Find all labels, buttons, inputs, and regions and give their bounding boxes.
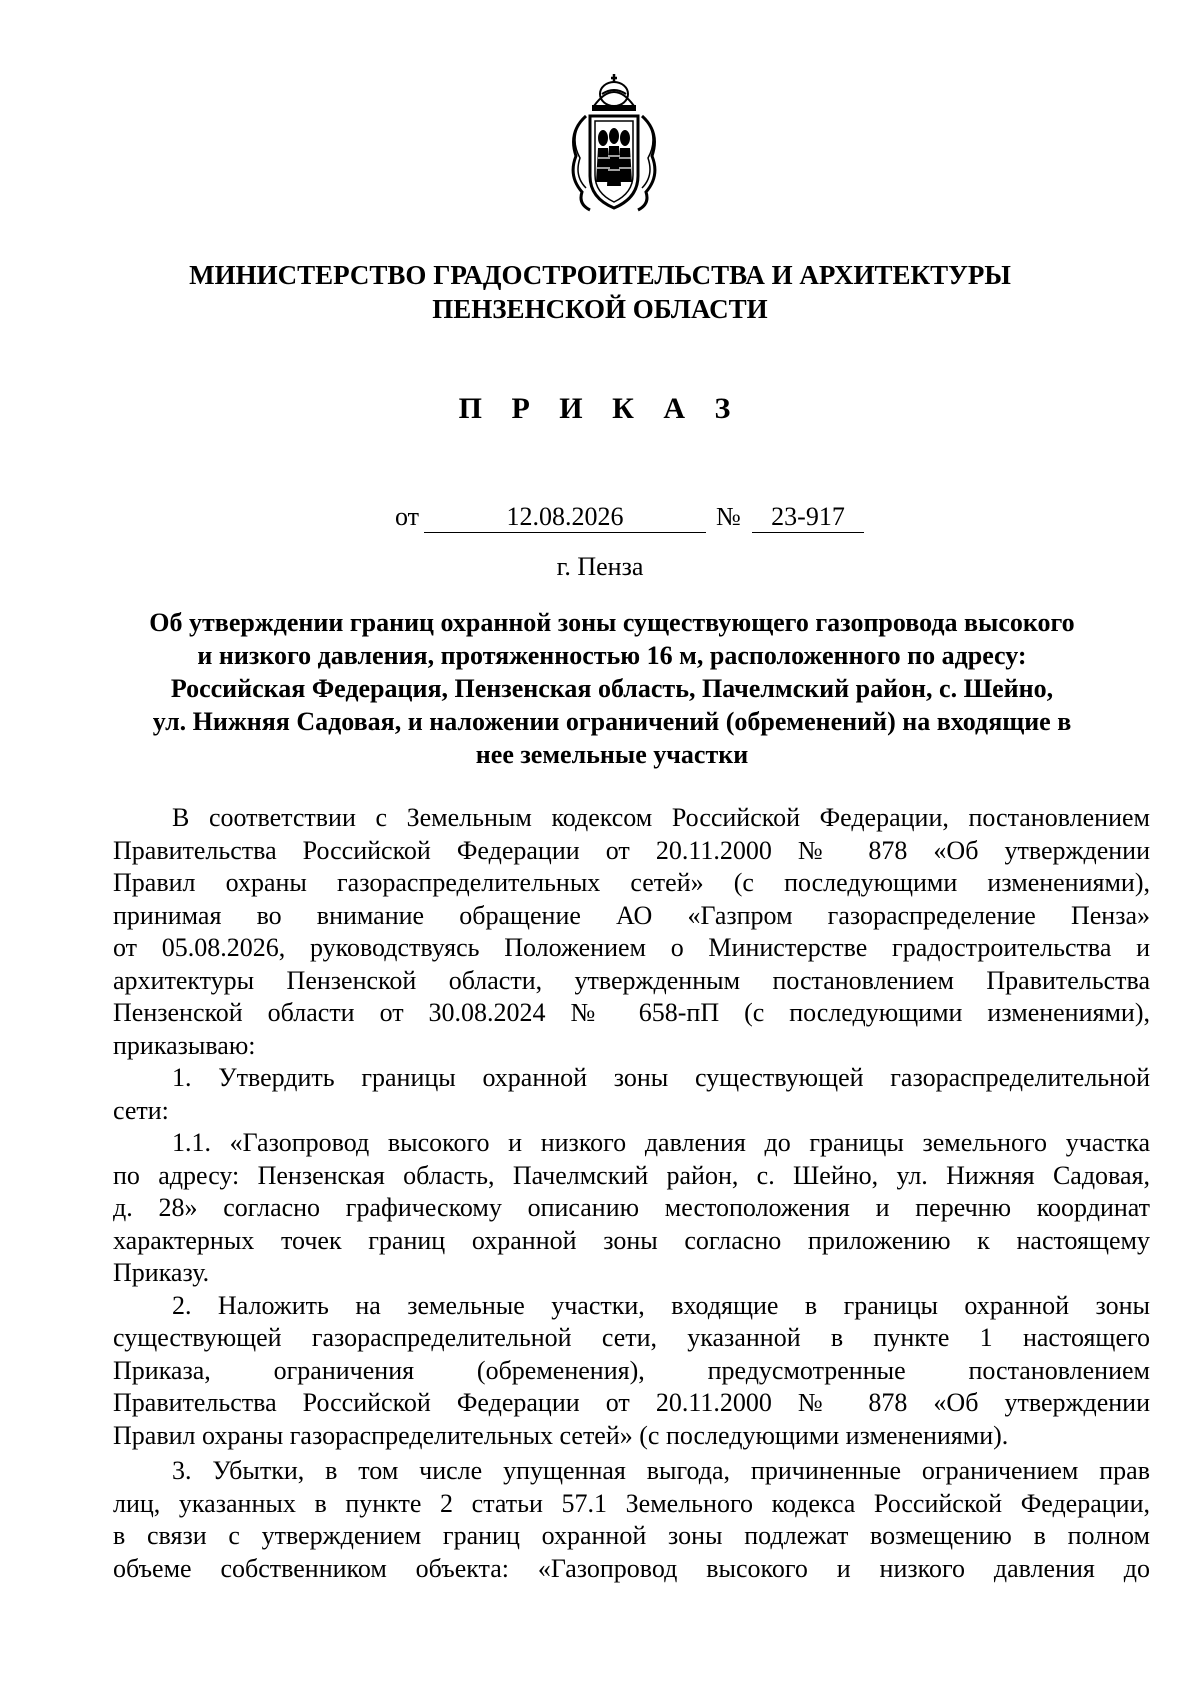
paragraph-preamble xyxy=(113,802,1150,1062)
text-line: Правительства Российской Федерации от 20.11.2000 № 878 «Об утверждении xyxy=(113,835,1150,865)
number-prefix-label: № xyxy=(716,502,741,531)
text-line: объеме собственником объекта: «Газопровод высокого и низкого давления до xyxy=(113,1553,1150,1583)
text-line: Правительства Российской Федерации от 20.11.2000 № 878 «Об утверждении xyxy=(113,1388,1150,1417)
text-line: 2. Наложить на земельные участки, входящие в границы охранной зоны xyxy=(172,1290,1150,1320)
date-prefix-label: от xyxy=(395,502,420,531)
ministry-header xyxy=(100,258,1100,326)
text-line: принимая во внимание обращение АО «Газпром газораспределение Пенза» xyxy=(113,900,1150,930)
coat-of-arms-emblem xyxy=(564,72,664,220)
city-label: г. Пенза xyxy=(556,552,644,581)
subject-line: и низкого давления, протяженностью 16 м, расположенного по адресу: xyxy=(197,641,1027,670)
subject-line: Об утверждении границ охранной зоны существующего газопровода высокого xyxy=(149,608,1075,637)
text-line: от 05.08.2026, руководствуясь Положением о Министерстве градостроительства и xyxy=(113,933,1150,962)
paragraph-item-1-1 xyxy=(113,1127,1150,1290)
text-line: 1.1. «Газопровод высокого и низкого давления до границы земельного участка xyxy=(172,1128,1150,1157)
subject-line: ул. Нижняя Садовая, и наложении ограничений (обременений) на входящие в xyxy=(152,707,1072,736)
text-line: 3. Убытки, в том числе упущенная выгода, причиненные ограничением прав xyxy=(172,1456,1150,1485)
text-line: Приказу. xyxy=(113,1258,210,1287)
order-number: 23-917 xyxy=(752,502,864,533)
text-line: Правил охраны газораспределительных сетей» (с последующими изменениями), xyxy=(113,868,1150,897)
document-type-title: П Р И К А З xyxy=(458,392,742,425)
text-line: характерных точек границ охранной зоны согласно приложению к настоящему xyxy=(113,1225,1150,1255)
text-line: архитектуры Пензенской области, утвержденным постановлением Правительства xyxy=(113,965,1150,995)
document-body xyxy=(113,802,1150,1585)
subject-line: нее земельные участки xyxy=(475,740,749,769)
order-date: 12.08.2026 xyxy=(424,502,706,533)
text-line: В соответствии с Земельным кодексом Российской Федерации, постановлением xyxy=(172,803,1150,832)
text-line: 1. Утвердить границы охранной зоны существующей газораспределительной xyxy=(172,1063,1150,1092)
text-line: д. 28» согласно графическому описанию местоположения и перечню координат xyxy=(113,1193,1150,1222)
text-line: лиц, указанных в пункте 2 статьи 57.1 Земельного кодекса Российской Федерации, xyxy=(113,1488,1150,1518)
document-subject xyxy=(112,606,1112,771)
text-line: Правил охраны газораспределительных сетей» (с последующими изменениями). xyxy=(113,1420,1009,1450)
text-line: Приказа, ограничения (обременения), предусмотренные постановлением xyxy=(113,1355,1150,1385)
paragraph-item-2 xyxy=(113,1290,1150,1453)
text-line: по адресу: Пензенская область, Пачелмский район, с. Шейно, ул. Нижняя Садовая, xyxy=(113,1160,1150,1190)
ministry-name-line2: ПЕНЗЕНСКОЙ ОБЛАСТИ xyxy=(432,294,768,324)
subject-line: Российская Федерация, Пензенская область, Пачелмский район, с. Шейно, xyxy=(170,674,1054,703)
text-line: сети: xyxy=(113,1095,169,1125)
text-line: существующей газораспределительной сети, указанной в пункте 1 настоящего xyxy=(113,1323,1150,1352)
text-line: в связи с утверждением границ охранной зоны подлежат возмещению в полном xyxy=(113,1521,1150,1550)
date-number-row xyxy=(0,502,1200,536)
paragraph-item-1 xyxy=(113,1062,1150,1127)
text-line: Пензенской области от 30.08.2024 № 658-пП (с последующими изменениями), xyxy=(113,998,1150,1027)
ministry-name-line1: МИНИСТЕРСТВО ГРАДОСТРОИТЕЛЬСТВА И АРХИТЕКТУРЫ xyxy=(189,260,1011,290)
text-line: приказываю: xyxy=(113,1030,256,1060)
paragraph-item-3 xyxy=(113,1455,1150,1585)
